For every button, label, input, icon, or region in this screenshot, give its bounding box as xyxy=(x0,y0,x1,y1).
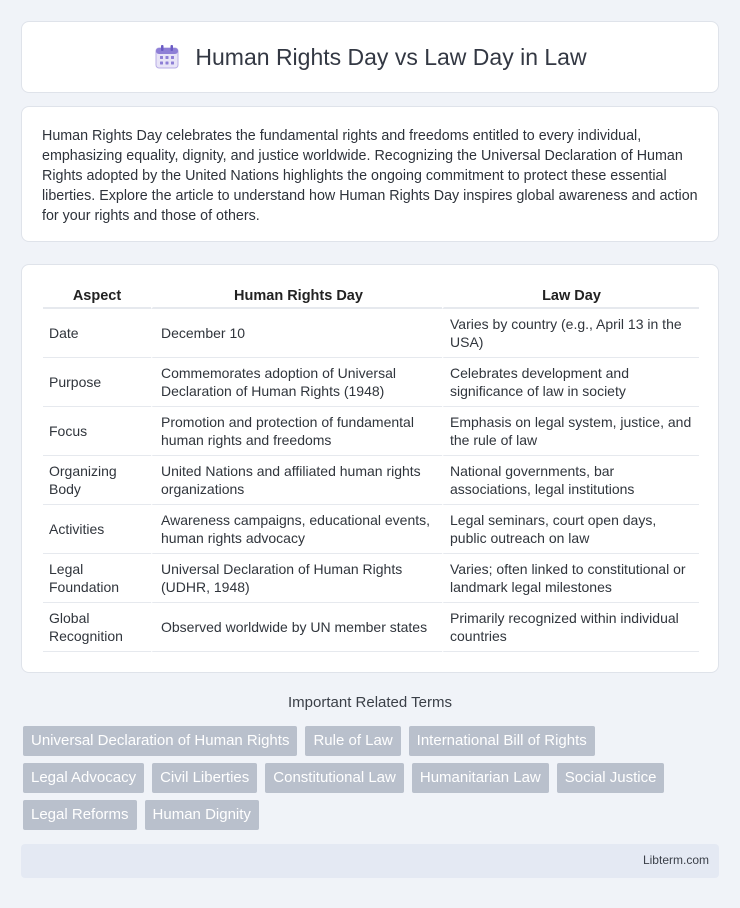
footer xyxy=(21,844,719,878)
related-terms xyxy=(23,726,713,837)
table-row xyxy=(43,554,699,603)
row-human-rights-day: Awareness campaigns, educational events, human rights advocacy xyxy=(151,505,442,554)
row-aspect: Focus xyxy=(43,407,151,456)
row-aspect: Activities xyxy=(43,505,151,554)
table-row xyxy=(43,505,699,554)
row-human-rights-day: Promotion and protection of fundamental human rights and freedoms xyxy=(151,407,442,456)
table-header-row xyxy=(43,285,699,309)
row-aspect: Legal Foundation xyxy=(43,554,151,603)
row-human-rights-day: Universal Declaration of Human Rights (UDHR, 1948) xyxy=(151,554,442,603)
header-law-day: Law Day xyxy=(442,285,699,309)
tag-civil-liberties[interactable]: Civil Liberties xyxy=(152,763,257,793)
tag-humanitarian-law[interactable]: Humanitarian Law xyxy=(412,763,549,793)
tag-legal-advocacy[interactable]: Legal Advocacy xyxy=(23,763,144,793)
tag-row xyxy=(23,763,713,793)
row-law-day: Varies by country (e.g., April 13 in the USA) xyxy=(442,309,699,358)
table-row xyxy=(43,603,699,652)
row-law-day: Varies; often linked to constitutional or landmark legal milestones xyxy=(442,554,699,603)
title-card xyxy=(21,21,719,93)
calendar-icon xyxy=(153,43,181,71)
row-law-day: Legal seminars, court open days, public outreach on law xyxy=(442,505,699,554)
title-wrap xyxy=(153,43,586,71)
row-aspect: Date xyxy=(43,309,151,358)
footer-link[interactable]: Libterm.com xyxy=(642,853,709,867)
header-human-rights-day: Human Rights Day xyxy=(151,285,442,309)
tag-rule-of-law[interactable]: Rule of Law xyxy=(305,726,400,756)
row-aspect: Organizing Body xyxy=(43,456,151,505)
comparison-card xyxy=(21,264,719,673)
row-aspect: Purpose xyxy=(43,358,151,407)
intro-text: Human Rights Day celebrates the fundamental rights and freedoms entitled to every individual, emphasizing equality, dignity, and justice worldwide. Recognizing the Universal Declaration of Human Rights adopted by the United Nations highlights the ongoing commitment to protect these essential liberties. Explore the article to understand how Human Rights Day inspires global awareness and action for your rights and those of others. xyxy=(42,128,698,224)
intro-card xyxy=(21,106,719,242)
tag-row xyxy=(23,726,713,756)
tag-legal-reforms[interactable]: Legal Reforms xyxy=(23,800,137,830)
row-human-rights-day: Commemorates adoption of Universal Declaration of Human Rights (1948) xyxy=(151,358,442,407)
tag-human-dignity[interactable]: Human Dignity xyxy=(145,800,259,830)
comparison-table xyxy=(43,285,699,652)
tag-social-justice[interactable]: Social Justice xyxy=(557,763,665,793)
table-row xyxy=(43,309,699,358)
table-row xyxy=(43,407,699,456)
table-row xyxy=(43,358,699,407)
table-row xyxy=(43,456,699,505)
tag-constitutional-law[interactable]: Constitutional Law xyxy=(265,763,404,793)
row-human-rights-day: United Nations and affiliated human rights organizations xyxy=(151,456,442,505)
row-law-day: National governments, bar associations, legal institutions xyxy=(442,456,699,505)
tag-row xyxy=(23,800,713,830)
page-title: Human Rights Day vs Law Day in Law xyxy=(195,43,587,70)
row-law-day: Primarily recognized within individual countries xyxy=(442,603,699,652)
header-aspect: Aspect xyxy=(43,285,151,309)
related-terms-title: Important Related Terms xyxy=(288,694,452,711)
row-law-day: Emphasis on legal system, justice, and the rule of law xyxy=(442,407,699,456)
tag-international-bill-of-rights[interactable]: International Bill of Rights xyxy=(409,726,595,756)
row-human-rights-day: December 10 xyxy=(151,309,442,358)
row-human-rights-day: Observed worldwide by UN member states xyxy=(151,603,442,652)
tag-universal-declaration[interactable]: Universal Declaration of Human Rights xyxy=(23,726,297,756)
row-aspect: Global Recognition xyxy=(43,603,151,652)
row-law-day: Celebrates development and significance of law in society xyxy=(442,358,699,407)
